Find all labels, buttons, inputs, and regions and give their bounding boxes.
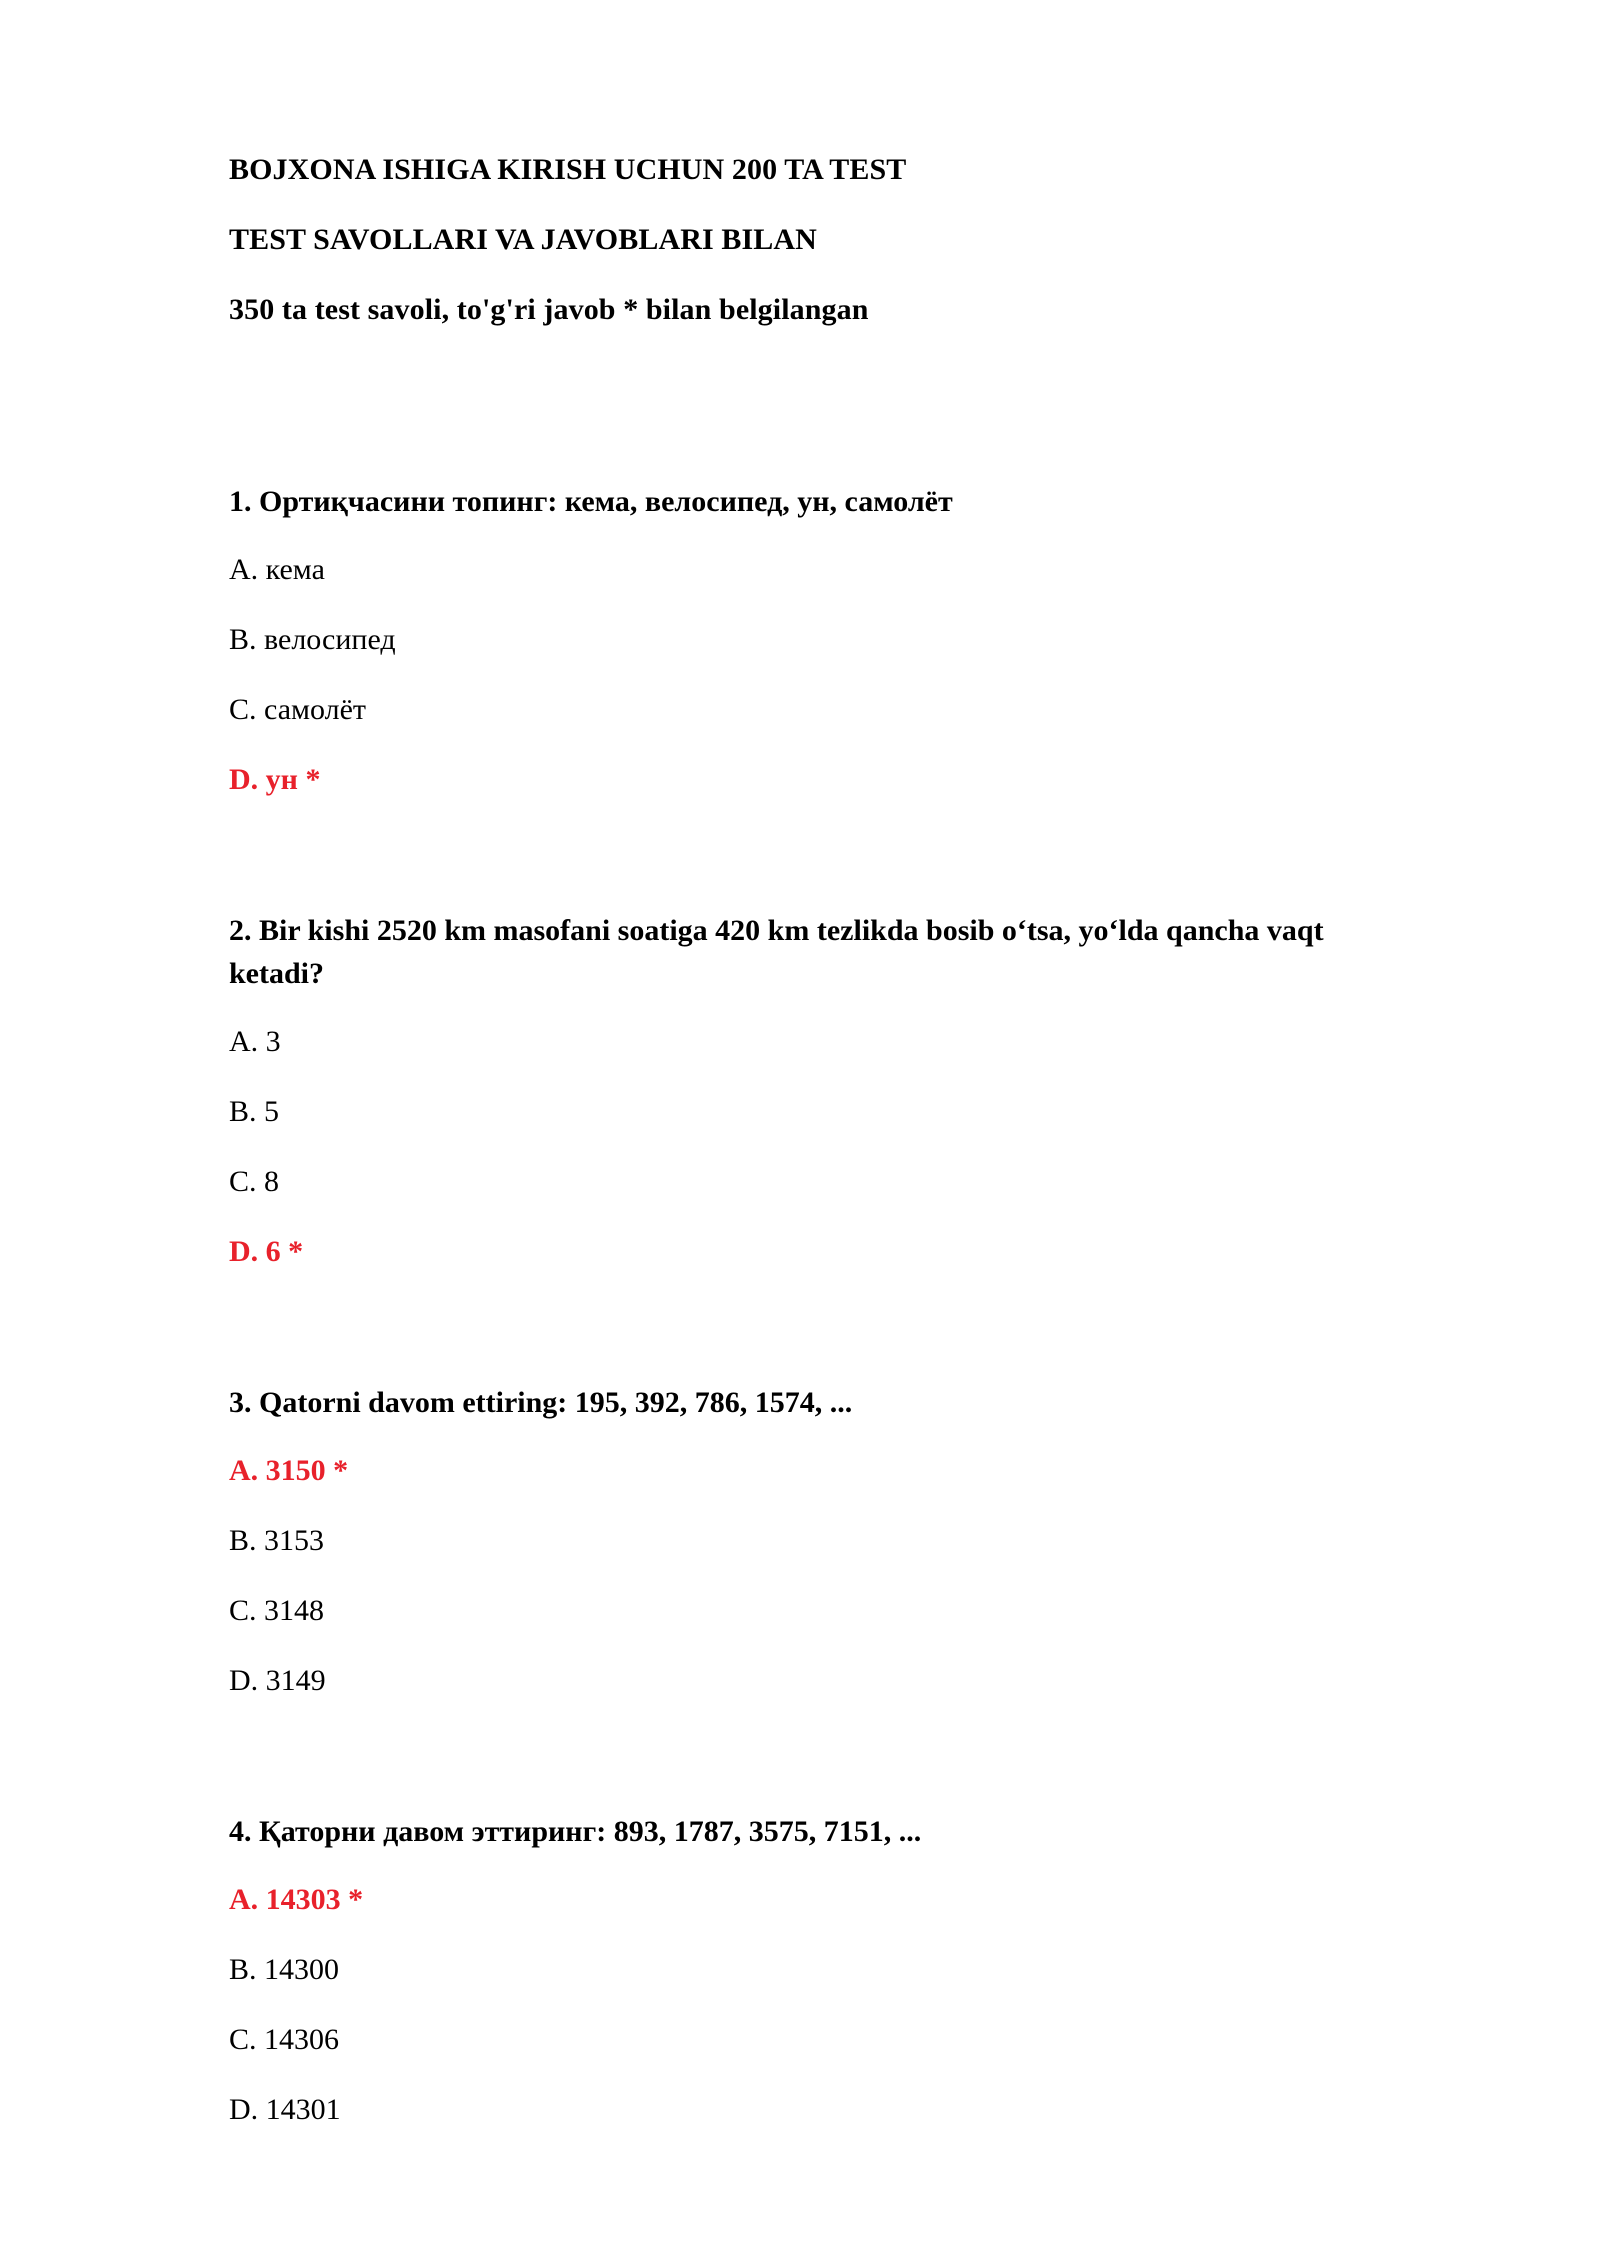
document-header <box>229 150 1410 330</box>
document-note: 350 ta test savoli, to'g'ri javob * bilan belgilangan <box>229 293 869 326</box>
correct-answer-option: A. 3150 * <box>229 1454 349 1487</box>
question-text: 2. Bir kishi 2520 km masofani soatiga 420 km tezlikda bosib o‘tsa, yo‘lda qancha vaqt ketadi? <box>229 914 1324 990</box>
answer-option: B. 3153 <box>229 1524 325 1557</box>
question-text: 4. Қаторни давом эттиринг: 893, 1787, 3575, 7151, ... <box>229 1815 922 1848</box>
question-3 <box>229 1381 1410 1701</box>
correct-answer-option: A. 14303 * <box>229 1883 364 1916</box>
answer-option: C. самолёт <box>229 693 366 726</box>
document-subtitle: TEST SAVOLLARI VA JAVOBLARI BILAN <box>229 223 817 256</box>
answer-option: C. 8 <box>229 1165 280 1198</box>
answer-option: C. 14306 <box>229 2023 340 2056</box>
question-4 <box>229 1810 1410 2130</box>
question-1 <box>229 480 1410 800</box>
correct-answer-option: D. ун * <box>229 763 321 796</box>
answer-option: C. 3148 <box>229 1594 325 1627</box>
answer-option: B. велосипед <box>229 623 396 656</box>
answer-option: A. кема <box>229 553 325 586</box>
answer-option: D. 14301 <box>229 2093 341 2126</box>
question-text: 3. Qatorni davom ettiring: 195, 392, 786, 1574, ... <box>229 1386 853 1419</box>
answer-option: A. 3 <box>229 1025 281 1058</box>
question-text: 1. Ортиқчасини топинг: кема, велосипед, ун, самолёт <box>229 485 953 518</box>
answer-option: B. 5 <box>229 1095 280 1128</box>
question-2 <box>229 909 1410 1272</box>
answer-option: B. 14300 <box>229 1953 340 1986</box>
answer-option: D. 3149 <box>229 1664 326 1697</box>
correct-answer-option: D. 6 * <box>229 1235 304 1268</box>
document-title: BOJXONA ISHIGA KIRISH UCHUN 200 TA TEST <box>229 153 907 186</box>
